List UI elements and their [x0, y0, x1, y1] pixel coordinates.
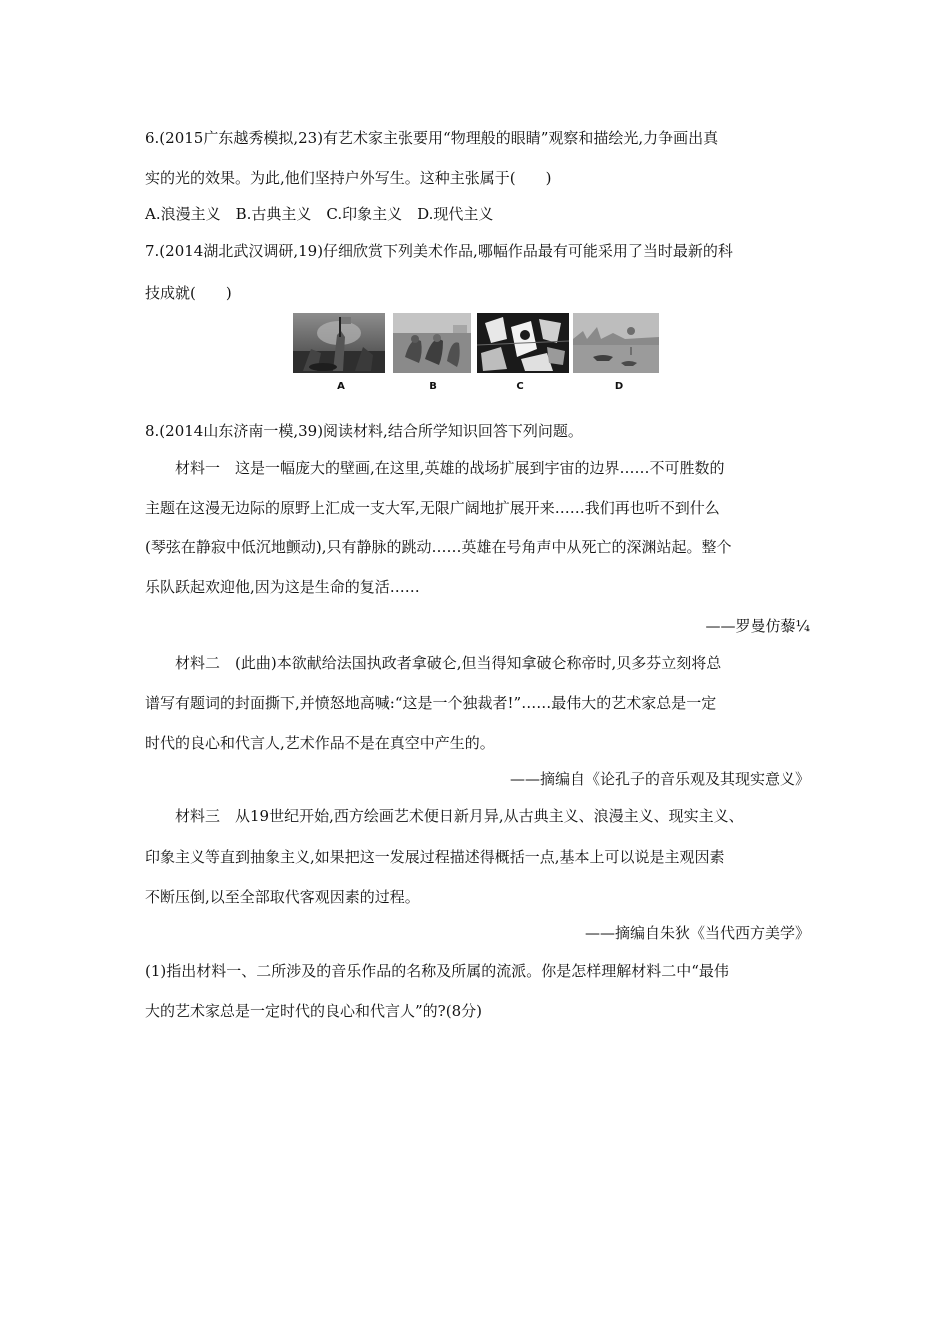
material-3-source: ——摘编自朱狄《当代西方美学》: [584, 924, 810, 942]
material-1-line: 主题在这漫无边际的原野上汇成一支大军,无限广阔地扩展开来……我们再也听不到什么: [145, 499, 720, 517]
material-1-line: 材料一 这是一幅庞大的壁画,在这里,英雄的战场扩展到宇宙的边界……不可胜数的: [175, 459, 725, 477]
artwork-b-label: B: [429, 381, 437, 392]
material-3-line: 印象主义等直到抽象主义,如果把这一发展过程描述得概括一点,基本上可以说是主观因素: [145, 848, 725, 866]
artwork-d-label: D: [614, 381, 624, 392]
material-2-line: 谱写有题词的封面撕下,并愤怒地高喊:“这是一个独裁者!”……最伟大的艺术家总是一定: [145, 694, 717, 712]
material-2-source: ——摘编自《论孔子的音乐观及其现实意义》: [509, 770, 810, 788]
q7-line-1: 7.(2014湖北武汉调研,19)仔细欣赏下列美术作品,哪幅作品最有可能采用了当时最新的科: [145, 242, 733, 260]
artwork-b-image: [393, 313, 471, 373]
material-1-line: 乐队跃起欢迎他,因为这是生命的复活……: [145, 578, 420, 596]
artwork-c-image: [477, 313, 569, 373]
artwork-a-label: A: [337, 381, 345, 392]
artwork-a-image: [293, 313, 385, 373]
q6-line-2: 实的光的效果。为此,他们坚持户外写生。这种主张属于( ): [145, 169, 552, 187]
material-1-source: ——罗曼仿藜¼: [705, 617, 810, 635]
material-2-line: 时代的良心和代言人,艺术作品不是在真空中产生的。: [145, 734, 495, 752]
material-2-line: 材料二 (此曲)本欲献给法国执政者拿破仑,但当得知拿破仑称帝时,贝多芬立刻将总: [175, 654, 722, 672]
material-3-line: 不断压倒,以至全部取代客观因素的过程。: [145, 888, 420, 906]
material-1-line: (琴弦在静寂中低沉地颤动),只有静脉的跳动……英雄在号角声中从死亡的深渊站起。整个: [145, 538, 732, 556]
artwork-d-image: [573, 313, 659, 373]
q7-line-2: 技成就( ): [145, 284, 232, 302]
subquestion-1-line: 大的艺术家总是一定时代的良心和代言人”的?(8分): [145, 1002, 482, 1020]
artwork-images: [293, 313, 659, 373]
artwork-c-label: C: [516, 381, 524, 392]
q6-options: A.浪漫主义 B.古典主义 C.印象主义 D.现代主义: [145, 205, 494, 223]
q6-line-1: 6.(2015广东越秀模拟,23)有艺术家主张要用“物理般的眼睛”观察和描绘光,力争画出真: [145, 129, 719, 147]
material-3-line: 材料三 从19世纪开始,西方绘画艺术便日新月异,从古典主义、浪漫主义、现实主义、: [175, 807, 744, 825]
q8-intro: 8.(2014山东济南一模,39)阅读材料,结合所学知识回答下列问题。: [145, 422, 583, 440]
subquestion-1-line: (1)指出材料一、二所涉及的音乐作品的名称及所属的流派。你是怎样理解材料二中“最伟: [145, 962, 729, 980]
